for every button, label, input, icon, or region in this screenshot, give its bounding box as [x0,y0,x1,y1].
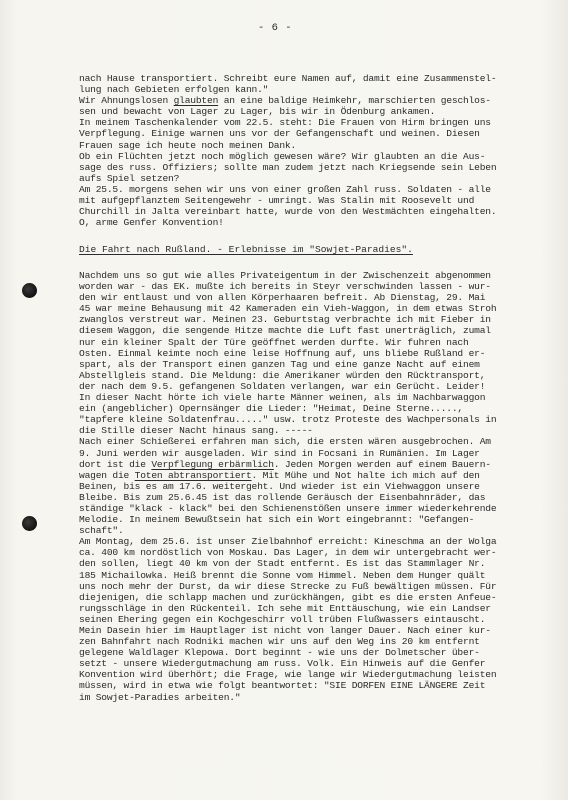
text-line: den wir entlaust und von allen Körperhaaren befreit. Ab Dienstag, 29. Mai [79,292,486,304]
text-line: O, arme Genfer Konvention! [79,217,224,229]
section-heading: Die Fahrt nach Rußland. - Erlebnisse im "Sowjet-Paradies". [79,244,413,255]
punch-hole [22,516,37,531]
text-line: schaft". [79,525,124,537]
text-fragment: dort ist die [79,458,152,470]
text-line: Am Montag, dem 25.6. ist unser Zielbahnhof erreicht: Kineschma an der Wolga [79,536,497,548]
text-line: 45 war meine Behausung mit 42 Kameraden ein Vieh-Waggon, in dem etwas Stroh [79,303,497,315]
punch-hole [22,283,37,298]
text-line: Bleibe. Bis zum 25.6.45 ist das rollende Geräusch der Eisenbahnräder, das [79,491,486,503]
text-line: Abstellgleis stand. Die Meldung: die Amerikaner würden den Rücktransport, [79,369,486,381]
text-line: rungsschläge in den Rückenteil. Ich sehe mit Enttäuschung, wie ein Landser [79,602,491,614]
text-line: ca. 400 km nordöstlich von Moskau. Das Lager, in dem wir untergebracht wer- [79,547,497,559]
text-line: Ob ein Flüchten jetzt noch möglich gewesen wäre? Wir glaubten an die Aus- [79,150,486,162]
text-line: spart, als der Transport einen ganzen Tag und eine ganze Nacht auf einem [79,358,480,370]
text-line: Nach einer Schießerei erfahren man sich, die ersten wären ausgebrochen. Am [79,436,491,448]
text-line: die Stille dieser Nacht hinaus sang. ----- [79,425,313,437]
text-line: 185 Michailowka. Heiß brennt die Sonne vom Himmel. Neben dem Hunger quält [79,569,486,581]
text-line: lung nach Gebieten erfolgen kann." [79,84,269,96]
text-line: zwanglos verstreut war. Meinen 23. Geburtstag verbrachte ich mit Fieber in [79,314,491,326]
text-line: den sollen, liegt 40 km von der Stadt entfernt. Es ist das Stammlager Nr. [79,558,486,570]
underlined-phrase: Verpflegung erbärmlich [151,458,274,470]
text-line: im Sowjet-Paradies arbeiten." [79,691,241,703]
text-line: sage des russ. Offiziers; sollte man zudem jetzt nach Kriegsende sein Leben [79,161,497,173]
text-line [79,95,549,106]
text-line: "tapfere kleine Soldatenfrau....." usw. trotz Proteste des Wachpersonals in [79,414,497,426]
text-line: mit aufgepflanztem Seitengewehr - umringt. Was Stalin mit Roosevelt und [79,195,475,207]
text-fragment: . Mit Mühe und Not halte ich mich auf den [251,469,480,481]
text-line [79,470,549,481]
page-number: - 6 - [258,22,293,34]
text-line: nur ein kleiner Spalt der Türe geöffnet werden durfte. Wir fuhren nach [79,336,469,348]
text-line: Frauen sage ich heute noch meinen Dank. [79,139,297,151]
text-line: worden war - das EK. mußte ich bereits in Steyr verschwinden lassen - wur- [79,281,491,293]
text-line: seinen Ehering gegen ein Kochgeschirr voll trüben Flußwassers eintauscht. [79,613,486,625]
text-line: In meinem Taschenkalender vom 22.5. steht: Die Frauen von Hirm bringen uns [79,117,491,129]
text-line: ein (angeblicher) Opernsänger die Lieder: "Heimat, Deine Sterne....., [79,403,463,415]
text-line: uns noch mehr der Durst, da wir diese Strecke zu Fuß bewältigen müssen. Für [79,580,497,592]
text-line: nach Hause transportiert. Schreibt eure Namen auf, damit eine Zusammenstel- [79,73,497,84]
text-line: der nach dem 9.5. gefangenen Soldaten verlangen, war ein Gerücht. Leider! [79,380,486,392]
text-fragment: Wir Ahnungslosen [79,95,174,107]
text-line: Am 25.5. morgens sehen wir uns von einer großen Zahl russ. Soldaten - alle [79,183,491,195]
paragraph-block-intro [79,73,549,228]
text-line: setzt - unsere Wiedergutmachung am russ. Volk. Ein Hinweis auf die Genfer [79,658,486,670]
text-fragment: wagen die [79,469,135,481]
text-line: müssen, wird in etwa wie folgt beantwortet: "SIE DORFEN EINE LÄNGERE Zeit [79,680,486,692]
text-line: zen Bahnfahrt nach Rodniki machen wir uns auf den Weg ins 20 km entfernt [79,636,480,648]
text-line [79,459,549,470]
text-line: Churchill in Jalta vereinbart hatte, wurde von den Westmächten eingehalten. [79,206,497,218]
text-line: aufs Spiel setzen? [79,172,180,184]
text-line: Konvention wird überhört; die Frage, wie lange wir Wiedergutmachung leisten [79,669,497,681]
text-line: Melodie. In meinem Bewußtsein hat sich ein Wort eingebrannt: "Gefangen- [79,514,475,526]
text-line: sen und bewacht von Lager zu Lager, bis wir in Ödenburg ankamen. [79,106,436,118]
text-line: ständige "klack - klack" bei den Schienenstößen unsere immer wiederkehrende [79,502,497,514]
text-line: diejenigen, die schlapp machen und zurückhängen, gibt es die ersten Anfeue- [79,591,497,603]
text-line: Osten. Einmal keimte noch eine leise Hoffnung auf, uns bliebe Rußland er- [79,347,486,359]
text-fragment: . Jeden Morgen werden auf einem Bauern- [273,458,491,470]
text-line: Nachdem uns so gut wie alles Privateigentum in der Zwischenzeit abgenommen [79,270,491,281]
text-line: Verpflegung. Einige warnen uns vor der Gefangenschaft und weinen. Diesen [79,128,480,140]
text-line: Mein Dasein hier im Hauptlager ist nicht von langer Dauer. Nach einer kur- [79,625,491,636]
text-fragment: an eine baldige Heimkehr, marschierten geschlos- [218,95,491,107]
underlined-phrase: glaubten [173,95,219,107]
underlined-phrase: Toten abtransportiert [134,469,252,481]
text-line: 9. Juni werden wir ausgeladen. Wir sind in Focsani in Rumänien. Im Lager [79,447,480,459]
text-line: diesem Waggon, die sengende Hitze machte die Luft fast unerträglich, zumal [79,325,491,337]
text-line: gelegene Waldlager Klepowa. Dort beginnt - wie uns der Dolmetscher über- [79,647,480,659]
text-line: In dieser Nacht hörte ich viele harte Männer weinen, als im Nachbarwaggon [79,392,486,404]
paragraph-block-journey [79,270,549,703]
text-line: Beinen, bis es am 17.6. weitergeht. Und wieder ist ein Viehwaggon unsere [79,480,480,492]
